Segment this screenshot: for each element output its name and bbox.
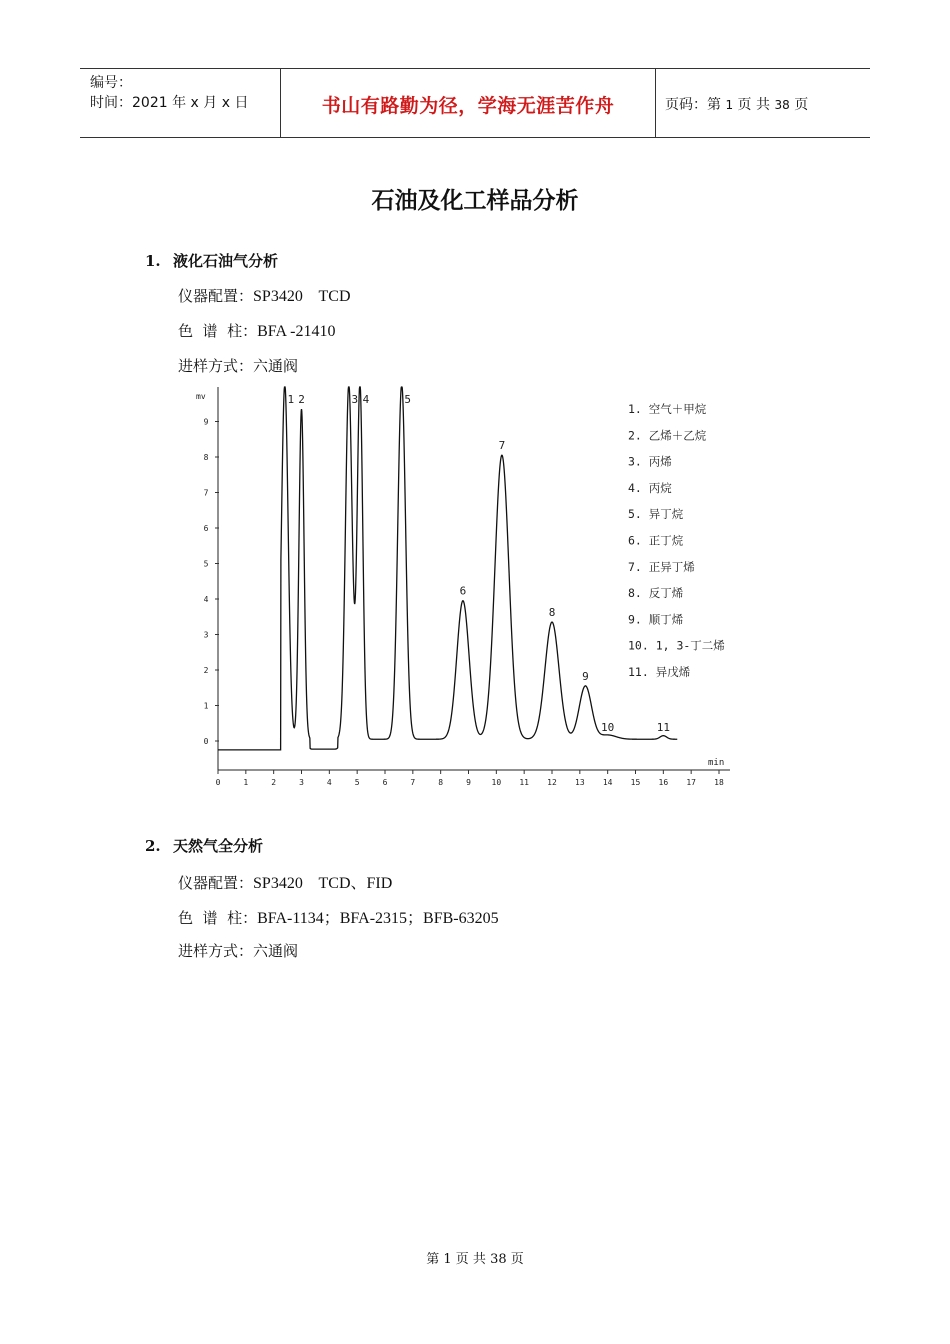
legend-entry: 3. 丙烯 (628, 454, 672, 469)
x-tick-label: 7 (410, 778, 416, 787)
y-tick-labels (204, 418, 219, 747)
chromatogram-trace (218, 387, 677, 750)
page-header (80, 68, 870, 138)
legend-entry: 11. 异戊烯 (628, 665, 691, 679)
section-1-heading: 1. 液化石油气分析 (145, 252, 279, 270)
x-tick-label: 18 (714, 778, 724, 787)
legend-entry: 7. 正异丁烯 (628, 559, 695, 574)
x-tick-label: 15 (630, 778, 641, 787)
peak-label: 1 (287, 393, 295, 406)
peak-label: 4 (362, 393, 370, 406)
section-2-instrument: 仪器配置：SP3420 TCD、FID (178, 874, 393, 892)
legend-entry: 8. 反丁烯 (628, 586, 684, 601)
x-tick-label: 4 (326, 778, 332, 787)
peak-label: 6 (459, 584, 467, 598)
number-label: 编号： (90, 75, 132, 91)
legend-entry: 5. 异丁烷 (628, 507, 684, 522)
x-tick-label: 5 (354, 778, 360, 787)
y-tick-label: 0 (203, 737, 209, 746)
x-tick-label: 16 (658, 778, 669, 787)
section-1-column: 色 谱 柱：BFA -21410 (178, 322, 336, 340)
legend-entry: 10. 1, 3-丁二烯 (628, 638, 725, 653)
x-tick-label: 12 (547, 778, 557, 787)
x-tick-label: 14 (602, 778, 613, 787)
x-tick-label: 9 (466, 778, 471, 787)
x-tick-label: 2 (271, 778, 277, 787)
page-footer: 第 1 页 共 38 页 (426, 1252, 524, 1267)
y-tick-label: 3 (203, 630, 209, 640)
chromatogram-chart (190, 385, 740, 795)
y-tick-label: 1 (203, 701, 209, 711)
header-page-cell (655, 69, 870, 137)
x-tick-label: 11 (519, 778, 529, 787)
x-axis-label: min (708, 758, 725, 768)
y-tick-label: 5 (203, 559, 209, 569)
x-tick-label: 17 (686, 778, 696, 787)
x-tick-label: 3 (299, 778, 304, 787)
page-info: 页码：第 1 页 共 38 页 (665, 97, 809, 113)
peak-label: 7 (498, 439, 506, 452)
y-tick-label: 6 (203, 524, 209, 533)
y-tick-label: 9 (203, 417, 209, 427)
peak-label: 3 (351, 393, 359, 406)
x-tick-label: 0 (215, 778, 221, 787)
y-tick-label: 2 (203, 666, 209, 675)
y-tick-label: 7 (203, 488, 209, 498)
x-tick-labels (216, 770, 724, 787)
header-motto-cell (280, 69, 656, 137)
peak-label: 5 (404, 393, 412, 406)
x-tick-label: 13 (575, 778, 585, 787)
header-left-cell (80, 69, 280, 137)
x-tick-label: 10 (491, 778, 502, 787)
peak-label: 2 (298, 393, 305, 406)
x-tick-label: 6 (382, 778, 388, 787)
time-line: 时间：2021 年 x 月 x 日 (90, 95, 249, 111)
motto-text: 书山有路勤为径，学海无涯苦作舟 (321, 95, 615, 117)
peak-label: 11 (656, 721, 670, 734)
peak-label: 10 (601, 721, 615, 734)
x-tick-label: 8 (438, 778, 444, 787)
y-tick-label: 4 (203, 595, 209, 604)
section-1-instrument: 仪器配置：SP3420 TCD (178, 287, 351, 305)
document-title: 石油及化工样品分析 (371, 187, 579, 214)
chart-legend (628, 402, 725, 679)
y-axis-label: mv (196, 392, 206, 401)
legend-entry: 6. 正丁烷 (628, 533, 684, 548)
peak-label: 9 (582, 669, 589, 683)
section-2-column: 色 谱 柱：BFA-1134；BFA-2315；BFB-63205 (178, 909, 499, 927)
legend-entry: 2. 乙烯＋乙烷 (628, 428, 707, 443)
x-tick-label: 1 (243, 778, 249, 787)
legend-entry: 9. 顺丁烯 (628, 612, 684, 627)
peak-label: 8 (548, 605, 556, 619)
legend-entry: 1. 空气＋甲烷 (628, 402, 707, 416)
section-1-injection: 进样方式：六通阀 (178, 357, 299, 375)
y-tick-label: 8 (203, 453, 209, 462)
section-2-heading: 2. 天然气全分析 (145, 837, 264, 855)
legend-entry: 4. 丙烷 (628, 480, 672, 495)
section-2-injection: 进样方式：六通阀 (178, 942, 299, 960)
